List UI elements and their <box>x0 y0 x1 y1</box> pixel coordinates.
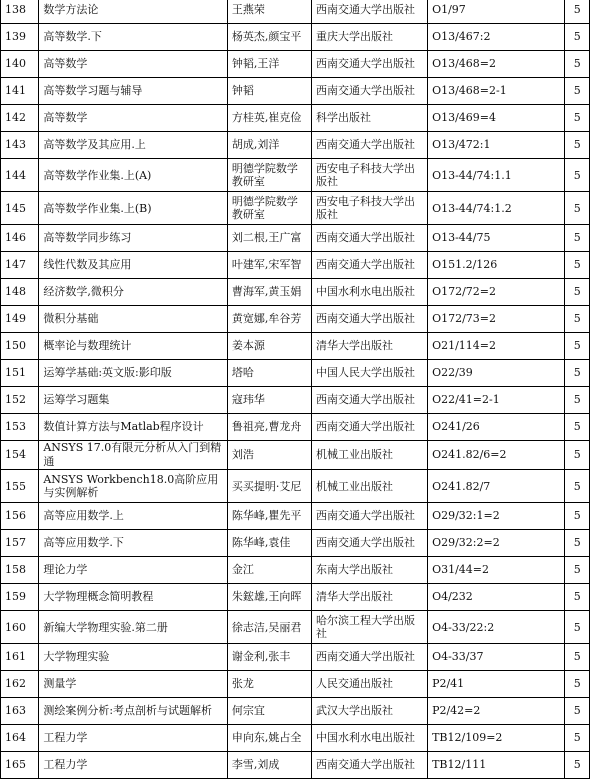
table-row <box>1 698 590 725</box>
author-name: 朱鋐雄,王向晖 <box>227 584 311 611</box>
author-name: 鲁祖亮,曹龙舟 <box>227 414 311 441</box>
author-name: 明德学院数学教研室 <box>227 159 311 192</box>
row-number: 162 <box>1 671 39 698</box>
copy-count: 5 <box>565 414 590 441</box>
table-row <box>1 24 590 51</box>
author-name: 姜本源 <box>227 333 311 360</box>
publisher-name: 西南交通大学出版社 <box>311 414 427 441</box>
row-number: 150 <box>1 333 39 360</box>
author-name: 钟韬,王洋 <box>227 51 311 78</box>
copy-count: 5 <box>565 225 590 252</box>
row-number: 148 <box>1 279 39 306</box>
call-number: O29/32:1=2 <box>428 503 565 530</box>
book-title: ANSYS 17.0有限元分析从入门到精通 <box>39 441 228 470</box>
book-title: 运筹学基础:英文版:影印版 <box>39 360 228 387</box>
publisher-name: 中国人民大学出版社 <box>311 360 427 387</box>
book-title: 新编大学物理实验.第二册 <box>39 611 228 644</box>
row-number: 154 <box>1 441 39 470</box>
table-row <box>1 725 590 752</box>
publisher-name: 科学出版社 <box>311 105 427 132</box>
copy-count: 5 <box>565 51 590 78</box>
call-number: O13/468=2-1 <box>428 78 565 105</box>
row-number: 157 <box>1 530 39 557</box>
author-name: 徐志洁,吴丽君 <box>227 611 311 644</box>
row-number: 143 <box>1 132 39 159</box>
call-number: TB12/111 <box>428 752 565 779</box>
publisher-name: 西南交通大学出版社 <box>311 387 427 414</box>
publisher-name: 武汉大学出版社 <box>311 698 427 725</box>
book-title: 线性代数及其应用 <box>39 252 228 279</box>
author-name: 钟韬 <box>227 78 311 105</box>
row-number: 165 <box>1 752 39 779</box>
copy-count: 5 <box>565 333 590 360</box>
row-number: 147 <box>1 252 39 279</box>
author-name: 明德学院数学教研室 <box>227 192 311 225</box>
copy-count: 5 <box>565 698 590 725</box>
row-number: 139 <box>1 24 39 51</box>
table-row <box>1 105 590 132</box>
call-number: TB12/109=2 <box>428 725 565 752</box>
author-name: 金江 <box>227 557 311 584</box>
book-title: ANSYS Workbench18.0高阶应用与实例解析 <box>39 470 228 503</box>
row-number: 142 <box>1 105 39 132</box>
author-name: 王燕荣 <box>227 0 311 24</box>
call-number: O13/468=2 <box>428 51 565 78</box>
copy-count: 5 <box>565 503 590 530</box>
copy-count: 5 <box>565 159 590 192</box>
table-row <box>1 387 590 414</box>
publisher-name: 西安电子科技大学出版社 <box>311 159 427 192</box>
table-row <box>1 584 590 611</box>
table-row <box>1 557 590 584</box>
book-title: 运筹学习题集 <box>39 387 228 414</box>
row-number: 145 <box>1 192 39 225</box>
publisher-name: 重庆大学出版社 <box>311 24 427 51</box>
copy-count: 5 <box>565 105 590 132</box>
call-number: O13/469=4 <box>428 105 565 132</box>
copy-count: 5 <box>565 192 590 225</box>
book-title: 高等数学作业集.上(A) <box>39 159 228 192</box>
copy-count: 5 <box>565 132 590 159</box>
call-number: O4/232 <box>428 584 565 611</box>
book-title: 高等应用数学.上 <box>39 503 228 530</box>
author-name: 何宗宜 <box>227 698 311 725</box>
book-title: 理论力学 <box>39 557 228 584</box>
book-title: 微积分基础 <box>39 306 228 333</box>
publisher-name: 哈尔滨工程大学出版社 <box>311 611 427 644</box>
row-number: 163 <box>1 698 39 725</box>
book-title: 高等数学 <box>39 51 228 78</box>
copy-count: 5 <box>565 306 590 333</box>
copy-count: 5 <box>565 671 590 698</box>
copy-count: 5 <box>565 530 590 557</box>
table-row <box>1 414 590 441</box>
copy-count: 5 <box>565 24 590 51</box>
row-number: 149 <box>1 306 39 333</box>
row-number: 153 <box>1 414 39 441</box>
author-name: 胡成,刘洋 <box>227 132 311 159</box>
book-title: 概率论与数理统计 <box>39 333 228 360</box>
table-row <box>1 51 590 78</box>
call-number: O21/114=2 <box>428 333 565 360</box>
call-number: O13/467:2 <box>428 24 565 51</box>
publisher-name: 东南大学出版社 <box>311 557 427 584</box>
table-row <box>1 225 590 252</box>
book-title: 高等数学 <box>39 105 228 132</box>
copy-count: 5 <box>565 470 590 503</box>
table-row <box>1 611 590 644</box>
table-row <box>1 132 590 159</box>
author-name: 陈华峰,瞿先平 <box>227 503 311 530</box>
row-number: 141 <box>1 78 39 105</box>
table-row <box>1 530 590 557</box>
publisher-name: 西南交通大学出版社 <box>311 51 427 78</box>
call-number: O241/26 <box>428 414 565 441</box>
row-number: 151 <box>1 360 39 387</box>
publisher-name: 人民交通出版社 <box>311 671 427 698</box>
table-row <box>1 159 590 192</box>
author-name: 塔哈 <box>227 360 311 387</box>
copy-count: 5 <box>565 752 590 779</box>
row-number: 146 <box>1 225 39 252</box>
call-number: O172/73=2 <box>428 306 565 333</box>
publisher-name: 西南交通大学出版社 <box>311 530 427 557</box>
call-number: O241.82/6=2 <box>428 441 565 470</box>
publisher-name: 西南交通大学出版社 <box>311 752 427 779</box>
row-number: 156 <box>1 503 39 530</box>
author-name: 刘二根,王广富 <box>227 225 311 252</box>
publisher-name: 中国水利水电出版社 <box>311 725 427 752</box>
table-row <box>1 470 590 503</box>
book-title: 测绘案例分析:考点剖析与试题解析 <box>39 698 228 725</box>
book-title: 工程力学 <box>39 752 228 779</box>
call-number: O22/39 <box>428 360 565 387</box>
book-title: 测量学 <box>39 671 228 698</box>
author-name: 谢金利,张丰 <box>227 644 311 671</box>
book-title: 高等应用数学.下 <box>39 530 228 557</box>
copy-count: 5 <box>565 78 590 105</box>
table-row <box>1 78 590 105</box>
call-number: O29/32:2=2 <box>428 530 565 557</box>
publisher-name: 清华大学出版社 <box>311 584 427 611</box>
book-title: 经济数学,微积分 <box>39 279 228 306</box>
row-number: 155 <box>1 470 39 503</box>
author-name: 陈华峰,袁佳 <box>227 530 311 557</box>
call-number: O4-33/22:2 <box>428 611 565 644</box>
row-number: 144 <box>1 159 39 192</box>
book-title: 工程力学 <box>39 725 228 752</box>
book-title: 数学方法论 <box>39 0 228 24</box>
author-name: 买买提明·艾尼 <box>227 470 311 503</box>
call-number: O31/44=2 <box>428 557 565 584</box>
book-title: 大学物理概念简明教程 <box>39 584 228 611</box>
copy-count: 5 <box>565 279 590 306</box>
row-number: 161 <box>1 644 39 671</box>
table-row <box>1 279 590 306</box>
call-number: P2/42=2 <box>428 698 565 725</box>
copy-count: 5 <box>565 252 590 279</box>
table-row <box>1 671 590 698</box>
book-title: 高等数学.下 <box>39 24 228 51</box>
copy-count: 5 <box>565 360 590 387</box>
book-title: 高等数学习题与辅导 <box>39 78 228 105</box>
publisher-name: 机械工业出版社 <box>311 441 427 470</box>
publisher-name: 西南交通大学出版社 <box>311 644 427 671</box>
publisher-name: 西南交通大学出版社 <box>311 503 427 530</box>
publisher-name: 西南交通大学出版社 <box>311 132 427 159</box>
author-name: 黄宽娜,牟谷芳 <box>227 306 311 333</box>
table-row <box>1 752 590 779</box>
author-name: 方桂英,崔克俭 <box>227 105 311 132</box>
book-title: 数值计算方法与Matlab程序设计 <box>39 414 228 441</box>
table-row <box>1 644 590 671</box>
call-number: O13-44/75 <box>428 225 565 252</box>
table-row <box>1 306 590 333</box>
author-name: 杨英杰,颜宝平 <box>227 24 311 51</box>
row-number: 160 <box>1 611 39 644</box>
call-number: O241.82/7 <box>428 470 565 503</box>
copy-count: 5 <box>565 387 590 414</box>
call-number: O1/97 <box>428 0 565 24</box>
row-number: 158 <box>1 557 39 584</box>
publisher-name: 西南交通大学出版社 <box>311 306 427 333</box>
call-number: O13-44/74:1.1 <box>428 159 565 192</box>
author-name: 寇玮华 <box>227 387 311 414</box>
table-row <box>1 252 590 279</box>
copy-count: 5 <box>565 441 590 470</box>
row-number: 152 <box>1 387 39 414</box>
publisher-name: 清华大学出版社 <box>311 333 427 360</box>
publisher-name: 西南交通大学出版社 <box>311 225 427 252</box>
book-title: 大学物理实验 <box>39 644 228 671</box>
call-number: O4-33/37 <box>428 644 565 671</box>
call-number: O13/472:1 <box>428 132 565 159</box>
copy-count: 5 <box>565 725 590 752</box>
publisher-name: 西安电子科技大学出版社 <box>311 192 427 225</box>
row-number: 164 <box>1 725 39 752</box>
table-row <box>1 503 590 530</box>
table-row <box>1 0 590 24</box>
call-number: O151.2/126 <box>428 252 565 279</box>
author-name: 刘浩 <box>227 441 311 470</box>
table-row <box>1 360 590 387</box>
book-title: 高等数学同步练习 <box>39 225 228 252</box>
book-title: 高等数学作业集.上(B) <box>39 192 228 225</box>
publisher-name: 西南交通大学出版社 <box>311 78 427 105</box>
call-number: O172/72=2 <box>428 279 565 306</box>
copy-count: 5 <box>565 0 590 24</box>
call-number: O13-44/74:1.2 <box>428 192 565 225</box>
author-name: 张龙 <box>227 671 311 698</box>
publisher-name: 西南交通大学出版社 <box>311 0 427 24</box>
call-number: P2/41 <box>428 671 565 698</box>
author-name: 曹海军,黄玉娟 <box>227 279 311 306</box>
author-name: 李雪,刘成 <box>227 752 311 779</box>
table-row <box>1 441 590 470</box>
row-number: 138 <box>1 0 39 24</box>
copy-count: 5 <box>565 557 590 584</box>
book-title: 高等数学及其应用.上 <box>39 132 228 159</box>
author-name: 申向东,姚占全 <box>227 725 311 752</box>
author-name: 叶建军,宋军智 <box>227 252 311 279</box>
copy-count: 5 <box>565 584 590 611</box>
copy-count: 5 <box>565 644 590 671</box>
publisher-name: 西南交通大学出版社 <box>311 252 427 279</box>
copy-count: 5 <box>565 611 590 644</box>
publisher-name: 中国水利水电出版社 <box>311 279 427 306</box>
publisher-name: 机械工业出版社 <box>311 470 427 503</box>
table-row <box>1 192 590 225</box>
row-number: 140 <box>1 51 39 78</box>
table-row <box>1 333 590 360</box>
row-number: 159 <box>1 584 39 611</box>
call-number: O22/41=2-1 <box>428 387 565 414</box>
